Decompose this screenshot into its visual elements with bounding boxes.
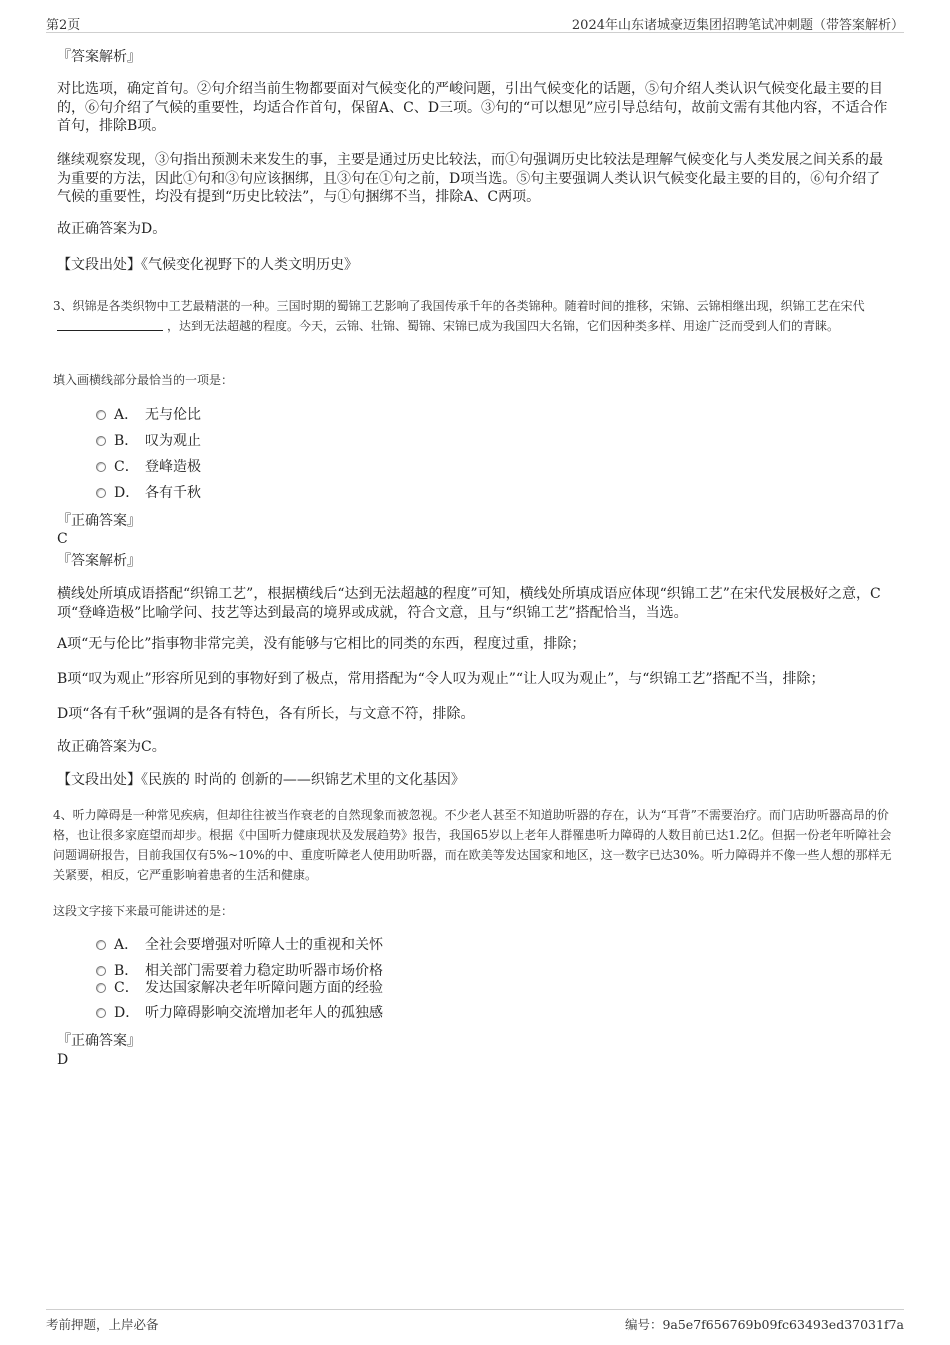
conclusion-text: 故正确答案为C。 (57, 739, 166, 755)
answer-heading: 『正确答案』 (57, 513, 141, 529)
analysis-paragraph: D项“各有千秋”强调的是各有特色，各有所长，与文意不符，排除。 (57, 706, 475, 722)
analysis-paragraph: A项“无与伦比”指事物非常完美，没有能够与它相比的同类的东西，程度过重，排除； (57, 636, 586, 652)
radio-button-icon[interactable] (96, 462, 106, 472)
option-d[interactable]: D． 听力障碍影响交流增加老年人的孤独感 (96, 1004, 383, 1022)
option-b[interactable]: B． 叹为观止 (96, 432, 201, 450)
option-a[interactable]: A． 无与伦比 (96, 406, 201, 424)
radio-button-icon[interactable] (96, 983, 106, 993)
question-stem: 4、听力障碍是一种常见疾病，但却往往被当作衰老的自然现象而被忽视。不少老人甚至不知道助听器的存在，认为“耳背”不需要治疗。而门店助听器高昂的价格，也让很多家庭望而却步。根据《中国听力健康现状及发展趋势》报告，我国65岁以上老年人群罹患听力障碍的人数目前已达1.2亿。但据一份老年听障社会问题调研报告，目前我国仅有5%~10%的中、重度听障老人使用助听器，而在欧美等发达国家和地区，这一数字已达30%。听力障碍并不像一些人想的那样无关紧要，相反，它严重影响着患者的生活和健康。 (53, 808, 892, 882)
radio-button-icon[interactable] (96, 1008, 106, 1018)
question-prompt: 这段文字接下来最可能讲述的是： (53, 904, 234, 918)
footer-slogan: 考前押题，上岸必备 (46, 1317, 159, 1332)
analysis-paragraph: 继续观察发现，③句指出预测未来发生的事，主要是通过历史比较法，而①句强调历史比较法是理解气候变化与人类发展之间关系的最为重要的方法，因此①句和③句应该捆绑，且③句在①句之前，D项当选。⑤句主要强调人类认识气候变化最主要的目的，⑥句介绍了气候的重要性，均没有提到“历史比较法”，与①句捆绑不当，排除A、C两项。 (57, 152, 883, 205)
analysis-paragraph: 对比选项，确定首句。②句介绍当前生物都要面对气候变化的严峻问题，引出气候变化的话题，⑤句介绍人类认识气候变化最主要的目的，⑥句介绍了气候的重要性，均适合作首句，保留A、C、D三项。③句的“可以想见”应引导总结句，故前文需有其他内容，不适合作首句，排除B项。 (57, 81, 888, 134)
document-code: 编号：9a5e7f656769b09fc63493ed37031f7a (624, 1317, 904, 1332)
option-d[interactable]: D． 各有千秋 (96, 484, 201, 502)
fill-blank-line (57, 318, 163, 331)
analysis-paragraph: B项“叹为观止”形容所见到的事物好到了极点，常用搭配为“令人叹为观止”“让人叹为观止”，与“织锦工艺”搭配不当，排除； (57, 671, 825, 687)
answer-heading: 『正确答案』 (57, 1033, 141, 1049)
page-footer (46, 1309, 904, 1332)
option-c[interactable]: C． 登峰造极 (96, 458, 201, 476)
option-c[interactable]: C． 发达国家解决老年听障问题方面的经验 (96, 979, 383, 997)
option-a[interactable]: A． 全社会要增强对听障人士的重视和关怀 (96, 936, 383, 954)
conclusion-text: 故正确答案为D。 (57, 221, 167, 237)
radio-button-icon[interactable] (96, 410, 106, 420)
question-prompt: 填入画横线部分最恰当的一项是： (53, 373, 234, 387)
page-number: 第2页 (46, 18, 81, 33)
radio-button-icon[interactable] (96, 940, 106, 950)
analysis-paragraph: 横线处所填成语搭配“织锦工艺”，根据横线后“达到无法超越的程度”可知，横线处所填成语应体现“织锦工艺”在宋代发展极好之意，C项“登峰造极”比喻学问、技艺等达到最高的境界或成就，符合文意，且与“织锦工艺”搭配恰当，当选。 (57, 586, 881, 621)
answer-value: C (57, 531, 68, 547)
source-citation: 【文段出处】《气候变化视野下的人类文明历史》 (57, 257, 358, 273)
radio-button-icon[interactable] (96, 966, 106, 976)
question-stem: 3、织锦是各类织物中工艺最精湛的一种。三国时期的蜀锦工艺影响了我国传承千年的各类锦种。随着时间的推移，宋锦、云锦相继出现，织锦工艺在宋代，达到无法超越的程度。今天，云锦、壮锦、蜀锦、宋锦已成为我国四大名锦，它们因种类多样、用途广泛而受到人们的青睐。 (53, 299, 865, 333)
analysis-heading: 『答案解析』 (57, 49, 141, 65)
radio-button-icon[interactable] (96, 488, 106, 498)
document-title: 2024年山东诸城豪迈集团招聘笔试冲刺题（带答案解析） (571, 18, 904, 33)
analysis-heading: 『答案解析』 (57, 553, 141, 569)
source-citation: 【文段出处】《民族的 时尚的 创新的——织锦艺术里的文化基因》 (57, 772, 465, 788)
radio-button-icon[interactable] (96, 436, 106, 446)
option-b[interactable]: B． 相关部门需要着力稳定助听器市场价格 (96, 962, 383, 980)
answer-value: D (57, 1052, 69, 1068)
page-header (46, 12, 904, 33)
